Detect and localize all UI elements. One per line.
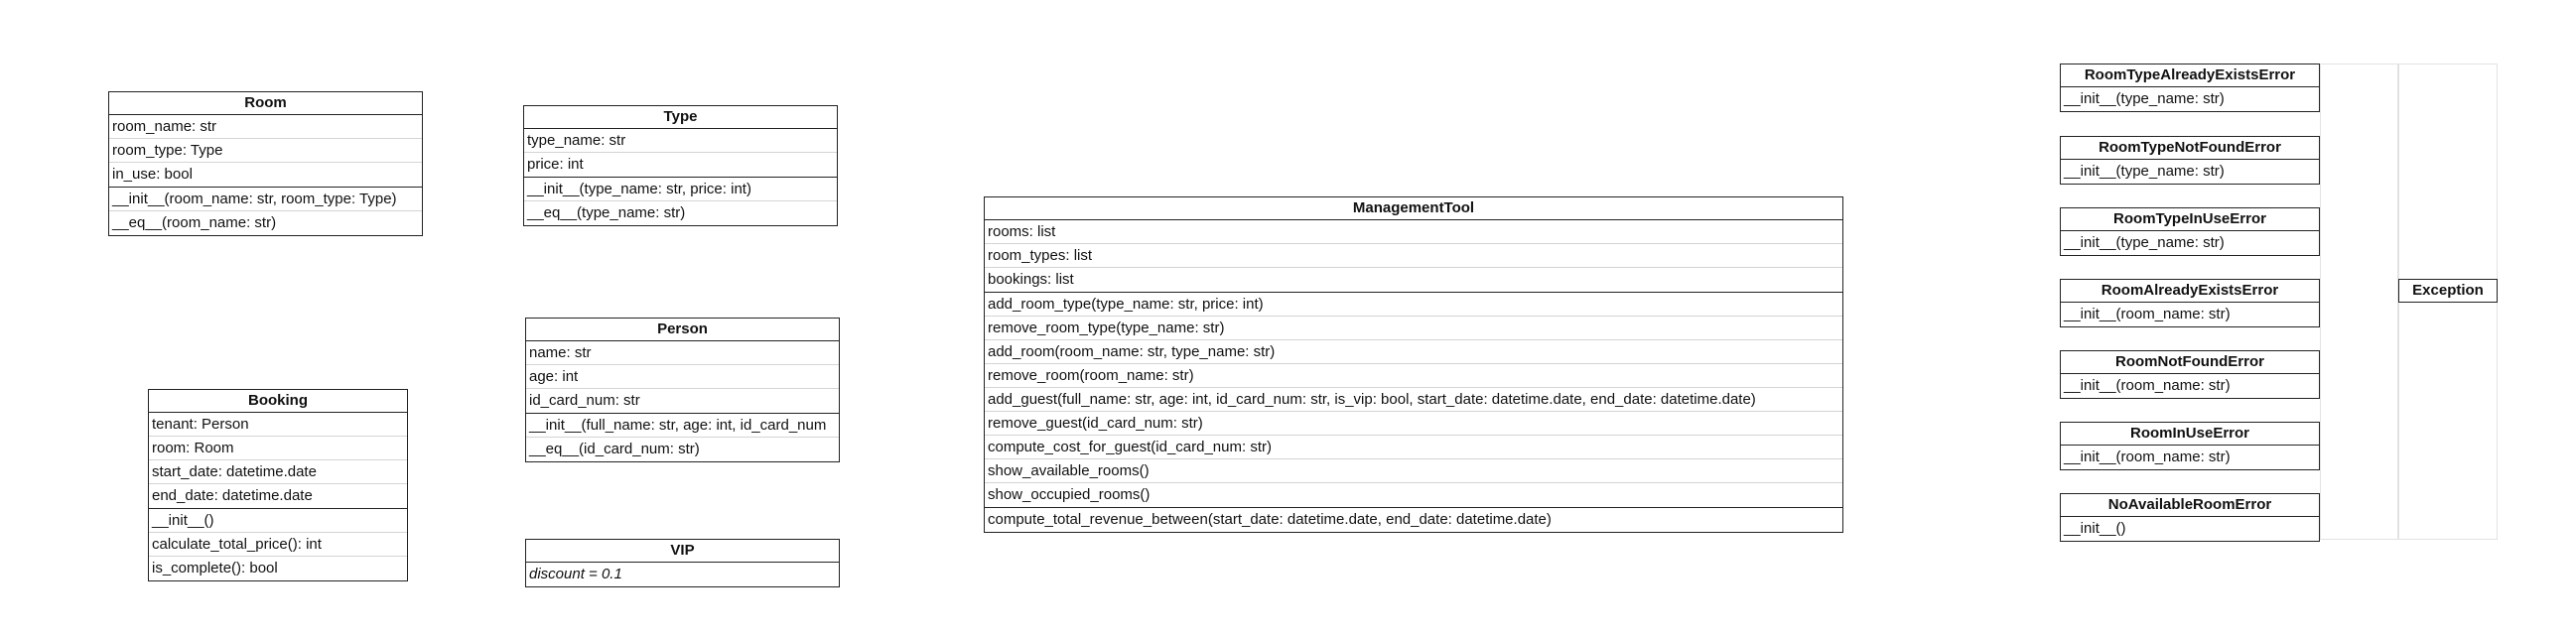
exception-class-title: RoomInUseError [2061, 423, 2319, 446]
mt-method-remove-guest: remove_guest(id_card_num: str) [985, 412, 1842, 436]
management-tool-class-title: ManagementTool [985, 197, 1842, 220]
mt-method-add-room: add_room(room_name: str, type_name: str) [985, 340, 1842, 364]
booking-attr-room: room: Room [149, 437, 407, 460]
grid-cell [2320, 64, 2398, 540]
booking-attr-start-date: start_date: datetime.date [149, 460, 407, 484]
exception-methods [2061, 231, 2319, 255]
exception-methods [2061, 303, 2319, 326]
type-method-init: __init__(type_name: str, price: int) [524, 178, 837, 201]
room-class-box [108, 91, 423, 236]
exception-method-init: __init__(room_name: str) [2064, 306, 2231, 322]
exception-class-title: RoomAlreadyExistsError [2061, 280, 2319, 303]
exception-class-box [2060, 207, 2320, 256]
exception-methods [2061, 446, 2319, 469]
exception-class-box [2060, 350, 2320, 399]
management-tool-methods [985, 292, 1842, 507]
exception-class-title: NoAvailableRoomError [2061, 494, 2319, 517]
booking-attr-end-date: end_date: datetime.date [152, 487, 313, 504]
person-class-title: Person [526, 319, 839, 341]
person-attr-name: name: str [526, 341, 839, 365]
exception-base-class-box [2398, 279, 2498, 303]
mt-method-show-occupied: show_occupied_rooms() [988, 486, 1151, 503]
management-tool-class-box [984, 196, 1843, 533]
exception-method-init: __init__(room_name: str) [2064, 377, 2231, 394]
person-method-eq: __eq__(id_card_num: str) [529, 441, 700, 457]
exception-methods [2061, 374, 2319, 398]
mt-method-compute-cost: compute_cost_for_guest(id_card_num: str) [985, 436, 1842, 459]
exception-class-box [2060, 422, 2320, 470]
exception-method-init: __init__(type_name: str) [2064, 234, 2225, 251]
person-attributes [526, 341, 839, 413]
type-attr-price: price: int [527, 156, 584, 173]
type-class-box [523, 105, 838, 226]
mt-method-remove-room: remove_room(room_name: str) [985, 364, 1842, 388]
exception-class-title: RoomNotFoundError [2061, 351, 2319, 374]
booking-method-is-complete: is_complete(): bool [152, 560, 278, 576]
exception-base-class-title: Exception [2412, 282, 2484, 299]
booking-attributes [149, 413, 407, 508]
mt-attr-rooms: rooms: list [985, 220, 1842, 244]
room-attr-room-type: room_type: Type [109, 139, 422, 163]
exception-method-init: __init__(type_name: str) [2064, 163, 2225, 180]
mt-method-remove-room-type: remove_room_type(type_name: str) [985, 317, 1842, 340]
mt-method-show-available: show_available_rooms() [985, 459, 1842, 483]
mt-attr-bookings: bookings: list [988, 271, 1074, 288]
person-method-init: __init__(full_name: str, age: int, id_card_num [526, 414, 839, 438]
exception-class-title: RoomTypeInUseError [2061, 208, 2319, 231]
exception-method-init: __init__(room_name: str) [2064, 448, 2231, 465]
type-attributes [524, 129, 837, 177]
mt-method-compute-total-revenue: compute_total_revenue_between(start_date: datetime.date, end_date: datetime.date) [988, 511, 1552, 528]
person-methods [526, 413, 839, 461]
exception-class-box [2060, 493, 2320, 542]
room-attributes [109, 115, 422, 187]
room-methods [109, 187, 422, 235]
exception-methods [2061, 160, 2319, 184]
type-class-title: Type [524, 106, 837, 129]
exception-class-title: RoomTypeAlreadyExistsError [2061, 64, 2319, 87]
type-methods [524, 177, 837, 225]
booking-method-init: __init__() [149, 509, 407, 533]
exception-class-box [2060, 279, 2320, 327]
booking-class-title: Booking [149, 390, 407, 413]
mt-attr-room-types: room_types: list [985, 244, 1842, 268]
person-attr-age: age: int [526, 365, 839, 389]
vip-class-title: VIP [526, 540, 839, 563]
exception-class-box [2060, 136, 2320, 185]
booking-class-box [148, 389, 408, 581]
room-class-title: Room [109, 92, 422, 115]
mt-method-add-guest: add_guest(full_name: str, age: int, id_card_num: str, is_vip: bool, start_date: datetime.date, end_date: datetime.date) [985, 388, 1842, 412]
management-tool-extra-methods [985, 507, 1842, 532]
room-attr-room-name: room_name: str [109, 115, 422, 139]
management-tool-attributes [985, 220, 1842, 292]
exception-methods [2061, 87, 2319, 111]
booking-method-total-price: calculate_total_price(): int [149, 533, 407, 557]
mt-method-add-room-type: add_room_type(type_name: str, price: int) [985, 293, 1842, 317]
booking-attr-tenant: tenant: Person [149, 413, 407, 437]
type-attr-type-name: type_name: str [524, 129, 837, 153]
exception-class-box [2060, 64, 2320, 112]
room-method-init: __init__(room_name: str, room_type: Type) [109, 188, 422, 211]
person-attr-id-card-num: id_card_num: str [529, 392, 640, 409]
person-class-box [525, 318, 840, 462]
exception-class-title: RoomTypeNotFoundError [2061, 137, 2319, 160]
exception-method-init: __init__(type_name: str) [2064, 90, 2225, 107]
booking-methods [149, 508, 407, 580]
vip-class-box [525, 539, 840, 587]
room-method-eq: __eq__(room_name: str) [112, 214, 277, 231]
exception-methods [2061, 517, 2319, 541]
vip-attributes [526, 563, 839, 586]
exception-method-init: __init__() [2064, 520, 2126, 537]
room-attr-in-use: in_use: bool [112, 166, 193, 183]
vip-attr-discount: discount = 0.1 [529, 566, 622, 582]
type-method-eq: __eq__(type_name: str) [527, 204, 686, 221]
